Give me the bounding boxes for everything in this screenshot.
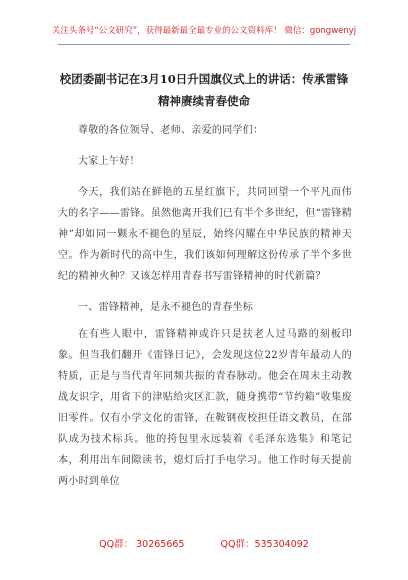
footer-qq-group-2: QQ群：535304092	[220, 539, 309, 550]
header-divider	[58, 44, 350, 45]
footer-contact	[0, 536, 408, 550]
paragraph-section-1: 在有些人眼中，雷锋精神或许只是扶老人过马路的刻板印象。但当我们翻开《雷锋日记》，会发现这位22岁青年最动人的特质，正是与当代青年同频共振的青春脉动。他会在周末主动教战友识字，用省下的津贴给灾区汇款，随身携带“节约箱”收集废旧零件。仅有小学文化的雷锋，在鞍钢夜校担任语文教员，在部队成为技术标兵。他的挎包里永远装着《毛泽东选集》和笔记本，利用出车间隙读书，熄灯后打手电学习。他工作时每天提前两小时到单位	[58, 329, 352, 487]
header-note: 关注头条号“公文研究”，获得最新最全最专业的公文资料库！ 微信：gongwenyj	[51, 26, 357, 36]
title-line-1: 校团委副书记在3月10日升国旗仪式上的讲话：传承雷锋	[59, 72, 349, 86]
document-body	[58, 120, 352, 502]
footer-qq-group-1: QQ群： 30265665	[99, 539, 185, 550]
title-line-2: 精神赓续青春使命	[158, 94, 250, 108]
paragraph-intro: 今天，我们站在鲜艳的五星红旗下，共同回望一个平凡而伟大的名字——雷锋。虽然他离开我们已有半个多世纪，但“雷锋精神”却如同一颗永不褪色的星辰，始终闪耀在中华民族的精神天空。作为新时代的高中生，我们该如何理解这份传承了半个多世纪的精神火种？又该怎样用青春书写雷锋精神的时代新篇？	[58, 187, 352, 282]
section-heading-1: 一、雷锋精神，是永不褪色的青春坐标	[78, 302, 254, 313]
salutation: 尊敬的各位领导、老师、亲爱的同学们：	[78, 125, 264, 136]
greeting: 大家上午好！	[78, 156, 140, 167]
document-title	[50, 68, 358, 112]
